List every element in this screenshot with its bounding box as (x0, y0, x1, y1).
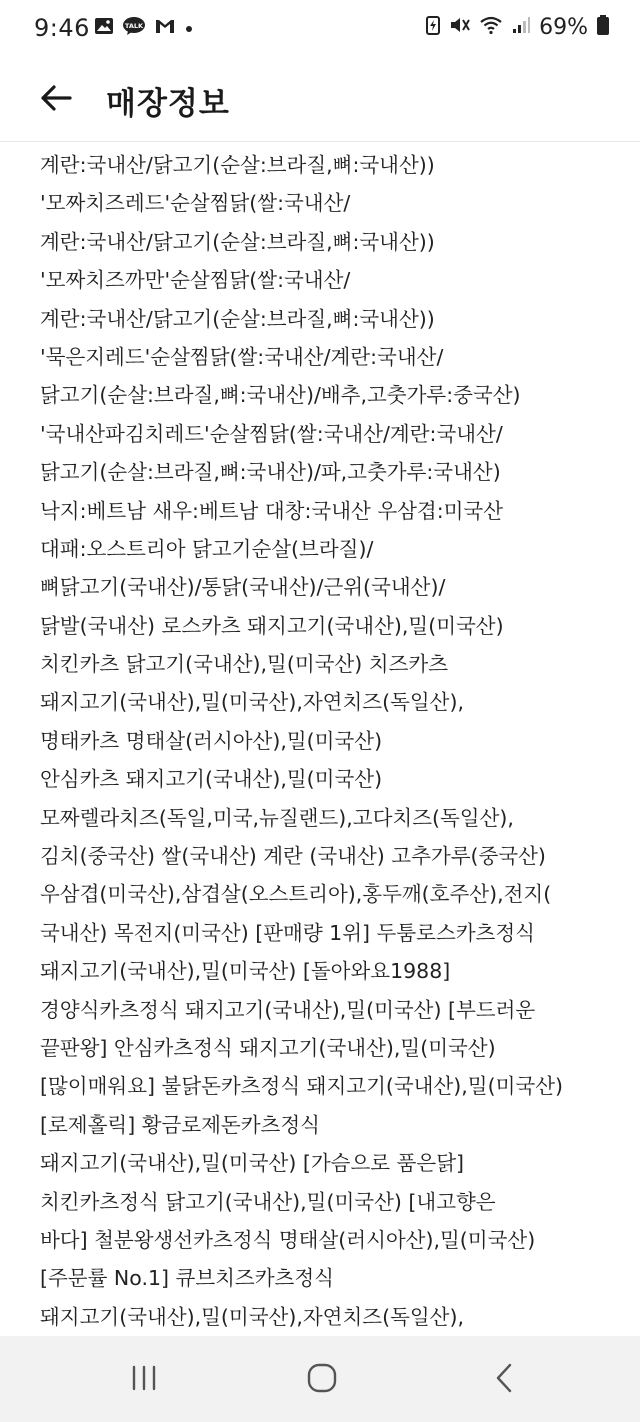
origin-text-line: 모짜렐라치즈(독일,미국,뉴질랜드),고다치즈(독일산), (40, 805, 514, 830)
system-back-button[interactable] (474, 1358, 534, 1402)
origin-text-line: 계란:국내산/닭고기(순살:브라질,뼈:국내산)) (40, 306, 435, 331)
recent-apps-button[interactable] (114, 1358, 174, 1402)
mute-icon (449, 15, 471, 39)
origin-text-line: 김치(중국산) 쌀(국내산) 계란 (국내산) 고추가루(중국산) (40, 844, 546, 869)
origin-text-line: 돼지고기(국내산),밀(미국산),자연치즈(독일산), (40, 1304, 464, 1329)
origin-text-line: 안심카츠 돼지고기(국내산),밀(미국산) (40, 767, 383, 792)
store-info-content[interactable] (40, 146, 630, 1336)
origin-text-line: 대패:오스트리아 닭고기순살(브라질)/ (40, 536, 374, 561)
origin-text-line: 계란:국내산/닭고기(순살:브라질,뼈:국내산)) (40, 229, 435, 254)
origin-text-line: 뼈닭고기(국내산)/통닭(국내산)/근위(국내산)/ (40, 575, 446, 600)
svg-text:TALK: TALK (124, 22, 144, 30)
home-button[interactable] (292, 1358, 352, 1402)
status-time: 9:46 (34, 14, 90, 42)
system-nav-bar (0, 1336, 640, 1422)
header-divider (0, 141, 640, 142)
origin-text-line: 경양식카츠정식 돼지고기(국내산),밀(미국산) [부드러운 (40, 997, 536, 1022)
origin-text-line: 바다] 철분왕생선카츠정식 명태살(러시아산),밀(미국산) (40, 1227, 536, 1252)
recent-apps-icon (128, 1364, 160, 1396)
origin-text-line: '묵은지레드'순살찜닭(쌀:국내산/계란:국내산/ (40, 344, 444, 369)
notification-icons (94, 16, 194, 40)
gallery-icon (94, 17, 114, 39)
origin-text-line: 닭고기(순살:브라질,뼈:국내산)/배추,고춧가루:중국산) (40, 383, 521, 408)
origin-text-line: 치킨카츠 닭고기(국내산),밀(미국산) 치즈카츠 (40, 652, 448, 677)
origin-text-line: [주문률 No.1] 큐브치즈카츠정식 (40, 1266, 334, 1291)
wifi-icon (479, 15, 503, 39)
origin-text-line: '모짜치즈레드'순살찜닭(쌀:국내산/ (40, 191, 351, 216)
battery-percent: 69% (539, 14, 588, 40)
origin-text-line: 우삼겹(미국산),삼겹살(오스트리아),홍두깨(호주산),전지( (40, 882, 552, 907)
signal-icon (511, 15, 531, 39)
origin-text-line: 닭고기(순살:브라질,뼈:국내산)/파,고춧가루:국내산) (40, 460, 501, 485)
page-title: 매장정보 (106, 86, 230, 122)
arrow-left-icon (39, 84, 73, 116)
status-bar (0, 0, 640, 58)
origin-text-line: 끝판왕] 안심카츠정식 돼지고기(국내산),밀(미국산) (40, 1035, 496, 1060)
origin-text-line: '모짜치즈까만'순살찜닭(쌀:국내산/ (40, 268, 351, 293)
home-icon (306, 1362, 338, 1398)
kakaotalk-icon (122, 16, 146, 40)
back-button[interactable] (34, 78, 78, 122)
origin-text-line: [로제홀릭] 황금로제돈카츠정식 (40, 1112, 320, 1137)
origin-text-line: 국내산) 목전지(미국산) [판매량 1위] 두툼로스카츠정식 (40, 920, 535, 945)
battery-icon (596, 14, 610, 40)
origin-text-line: 닭발(국내산) 로스카츠 돼지고기(국내산),밀(미국산) (40, 613, 504, 638)
origin-text-line: [많이매워요] 불닭돈카츠정식 돼지고기(국내산),밀(미국산) (40, 1074, 564, 1099)
app-header (0, 58, 640, 142)
gmail-icon (154, 17, 176, 39)
origin-text-line: 낙지:베트남 새우:베트남 대창:국내산 우삼겹:미국산 (40, 498, 504, 523)
origin-text-line: 돼지고기(국내산),밀(미국산) [가슴으로 품은닭] (40, 1151, 464, 1176)
origin-text-line: 명태카츠 명태살(러시아산),밀(미국산) (40, 728, 383, 753)
origin-text-line: 계란:국내산/닭고기(순살:브라질,뼈:국내산)) (40, 153, 435, 177)
origin-text-line: 치킨카츠정식 닭고기(국내산),밀(미국산) [내고향은 (40, 1189, 496, 1214)
origin-text-line: '국내산파김치레드'순살찜닭(쌀:국내산/계란:국내산/ (40, 421, 503, 446)
power-save-icon (425, 15, 441, 39)
origin-text-line: 돼지고기(국내산),밀(미국산) [돌아와요1988] (40, 959, 451, 984)
more-notifications-dot-icon (184, 19, 194, 38)
chevron-left-icon (492, 1362, 516, 1398)
status-right-area (425, 14, 610, 40)
origin-text-line: 돼지고기(국내산),밀(미국산),자연치즈(독일산), (40, 690, 464, 715)
